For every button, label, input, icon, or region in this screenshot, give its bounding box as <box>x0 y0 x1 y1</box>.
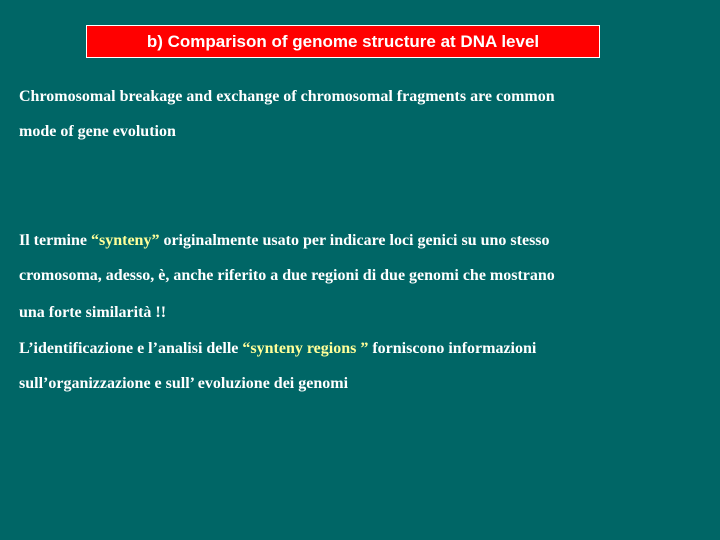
paragraph3-line1-text-a: L’identificazione e l’analisi delle <box>19 340 243 357</box>
paragraph3-line2: sull’organizzazione e sull’ evoluzione dei genomi <box>19 375 349 392</box>
paragraph2-line3: una forte similarità !! <box>19 304 167 321</box>
paragraph2-line2: cromosoma, adesso, è, anche riferito a due regioni di due genomi che mostrano <box>19 267 555 284</box>
paragraph1-line2: mode of gene evolution <box>19 123 176 140</box>
paragraph3-line1 <box>19 339 536 359</box>
paragraph1-line1: Chromosomal breakage and exchange of chromosomal fragments are common <box>19 88 555 105</box>
paragraph2-line1 <box>19 231 550 251</box>
paragraph3-line1-text-b: forniscono informazioni <box>368 340 537 357</box>
synteny-term: “synteny” <box>90 232 160 249</box>
slide-title: b) Comparison of genome structure at DNA level <box>86 25 600 58</box>
paragraph2-line1-text-b: originalmente usato per indicare loci genici su uno stesso <box>159 232 550 249</box>
synteny-regions-term: “synteny regions ” <box>242 340 369 357</box>
paragraph2-line1-text-a: Il termine <box>19 232 91 249</box>
